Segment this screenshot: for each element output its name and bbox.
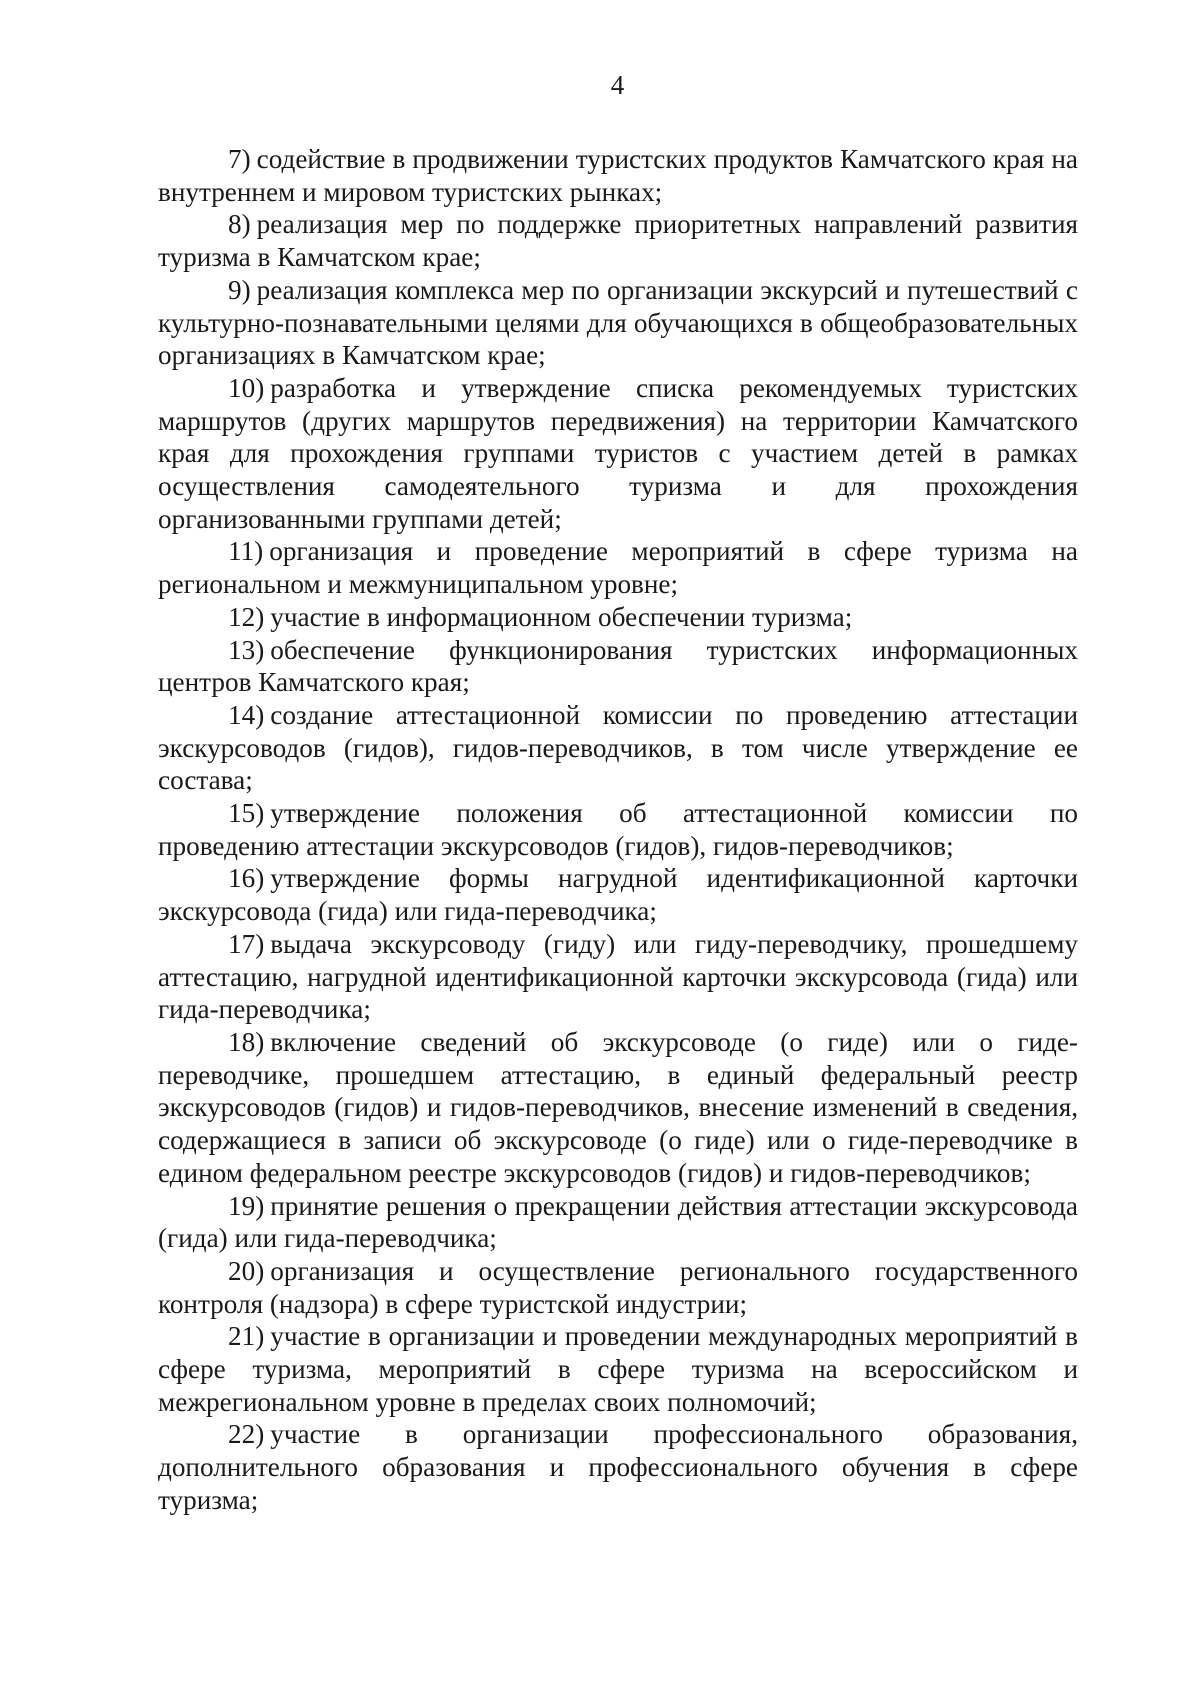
item-number: 8) <box>228 209 251 240</box>
list-item <box>158 1418 1078 1516</box>
list-item <box>158 928 1078 1026</box>
item-text: организация и осуществление регионального государственного контроля (надзора) в сфере туристской индустрии; <box>158 1255 1078 1319</box>
list-item <box>158 1026 1078 1190</box>
list-item <box>158 535 1078 600</box>
item-number: 17) <box>228 928 265 959</box>
item-text: обеспечение функционирования туристских информационных центров Камчатского края; <box>158 634 1078 698</box>
list-item <box>158 1255 1078 1320</box>
item-number: 21) <box>228 1321 265 1352</box>
item-text: участие в информационном обеспечении туризма; <box>270 601 853 632</box>
item-number: 11) <box>228 536 264 567</box>
list-item <box>158 208 1078 273</box>
item-text: участие в организации и проведении международных мероприятий в сфере туризма, мероприятий в сфере туризма на всероссийском и межрегиональном уровне в пределах своих полномочий; <box>158 1321 1078 1417</box>
item-text: реализация мер по поддержке приоритетных направлений развития туризма в Камчатском крае; <box>158 209 1078 273</box>
item-number: 12) <box>228 601 265 632</box>
item-number: 14) <box>228 699 265 730</box>
list-item <box>158 699 1078 797</box>
list-item <box>158 601 1078 634</box>
list-item <box>158 143 1078 208</box>
item-text: создание аттестационной комиссии по проведению аттестации экскурсоводов (гидов), гидов-переводчиков, в том числе утверждение ее состава; <box>158 699 1078 796</box>
item-text: участие в организации профессионального образования, дополнительного образования и профессионального обучения в сфере туризма; <box>158 1419 1078 1515</box>
item-text: выдача экскурсоводу (гиду) или гиду-переводчику, прошедшему аттестацию, нагрудной идентификационной карточки экскурсовода (гида) или гида-переводчика; <box>158 928 1078 1025</box>
document-body <box>158 143 1078 1517</box>
list-item <box>158 797 1078 862</box>
item-number: 16) <box>228 863 265 894</box>
item-number: 19) <box>228 1190 265 1221</box>
item-number: 10) <box>228 372 265 403</box>
item-text: реализация комплекса мер по организации экскурсий и путешествий с культурно-познавательными целями для обучающихся в общеобразовательных организациях в Камчатском крае; <box>158 274 1078 371</box>
list-item <box>158 862 1078 927</box>
page-number: 4 <box>610 70 625 100</box>
list-item <box>158 1190 1078 1255</box>
item-number: 9) <box>228 274 251 305</box>
item-number: 22) <box>228 1419 265 1450</box>
item-text: содействие в продвижении туристских продуктов Камчатского края на внутреннем и мировом туристских рынках; <box>158 144 1078 207</box>
item-number: 18) <box>228 1026 265 1057</box>
list-item <box>158 372 1078 536</box>
item-text: утверждение положения об аттестационной комиссии по проведению аттестации экскурсоводов (гидов), гидов-переводчиков; <box>158 798 1078 861</box>
item-number: 20) <box>228 1255 265 1286</box>
item-number: 13) <box>228 634 265 665</box>
item-text: утверждение формы нагрудной идентификационной карточки экскурсовода (гида) или гида-переводчика; <box>158 863 1078 927</box>
item-number: 15) <box>228 798 265 829</box>
list-item <box>158 634 1078 699</box>
item-text: включение сведений об экскурсоводе (о гиде) или о гиде-переводчике, прошедшем аттестацию, в единый федеральный реестр экскурсоводов (гидов) и гидов-переводчиков, внесение изменений в сведения, содержащиеся в записи об экскурсоводе (о гиде) или о гиде-переводчике в едином федеральном реестре экскурсоводов (гидов) и гидов-переводчиков; <box>158 1026 1078 1188</box>
item-number: 7) <box>228 144 251 174</box>
item-text: организация и проведение мероприятий в сфере туризма на региональном и межмуниципальном уровне; <box>158 536 1078 600</box>
list-item <box>158 274 1078 372</box>
item-text: принятие решения о прекращении действия аттестации экскурсовода (гида) или гида-переводчика; <box>158 1190 1078 1254</box>
item-text: разработка и утверждение списка рекомендуемых туристских маршрутов (других маршрутов передвижения) на территории Камчатского края для прохождения группами туристов с участием детей в рамках осуществления самодеятельного туризма и для прохождения организованными группами детей; <box>158 372 1078 534</box>
list-item <box>158 1320 1078 1418</box>
